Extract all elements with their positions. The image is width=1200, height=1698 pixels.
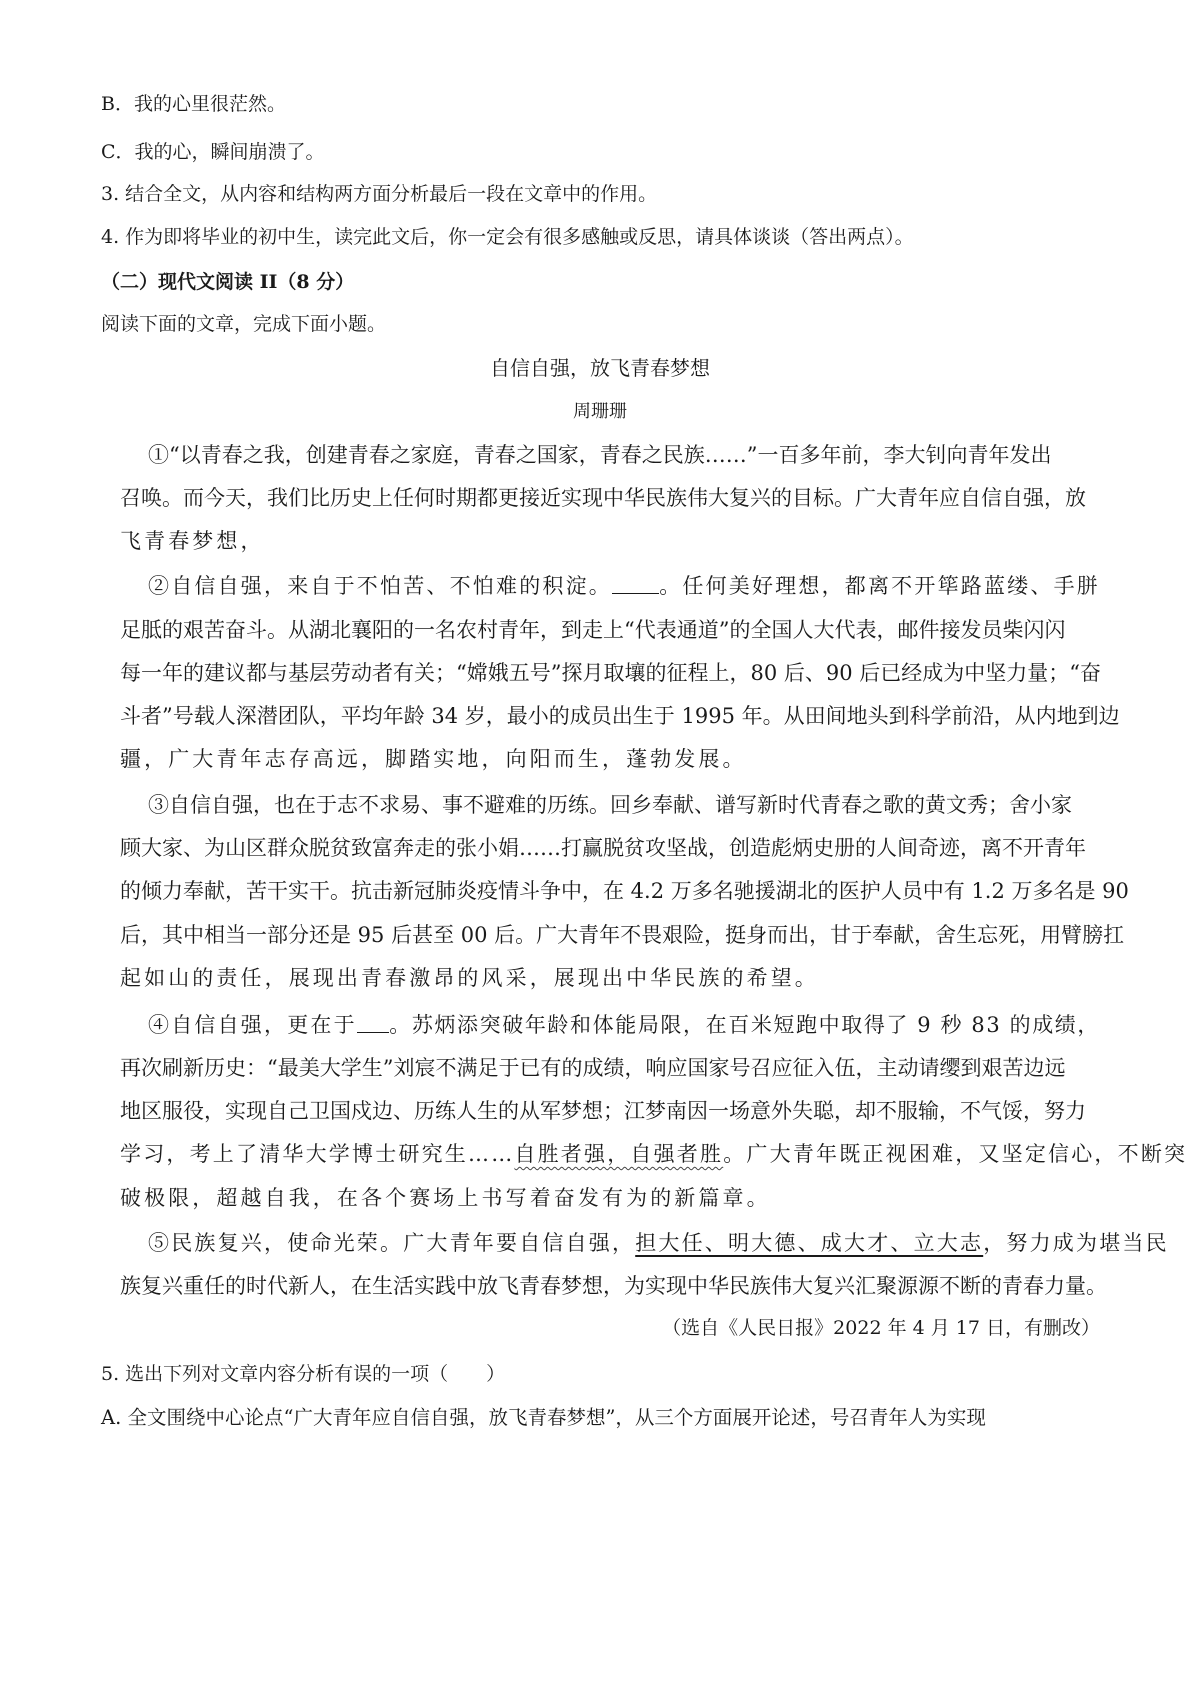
p4-line-5 (120, 1183, 1100, 1213)
p3-text-2: 顾大家、为山区群众脱贫致富奔走的张小娟……打赢脱贫攻坚战，创造彪炳史册的人间奇迹，离不开青年 (120, 836, 1086, 860)
p3-text-3: 的倾力奉献，苦干实干。抗击新冠肺炎疫情斗争中，在 4.2 万多名驰援湖北的医护人员中有 1.2 万多名是 90 (120, 879, 1129, 903)
section-instruction: 阅读下面的文章，完成下面小题。 (101, 313, 387, 335)
p2-text-4: 斗者”号载人深潜团队，平均年龄 34 岁，最小的成员出生于 1995 年。从田间地头到科学前沿，从内地到边 (120, 704, 1120, 728)
p1-line-1 (148, 440, 1100, 470)
p4-text-4a: 学习，考上了清华大学博士研究生…… (120, 1142, 515, 1166)
p3-line-4 (120, 920, 1125, 950)
answer-blank-2[interactable] (357, 1010, 389, 1033)
question-4: 4. 作为即将毕业的初中生，读完此文后，你一定会有很多感触或反思，请具体谈谈（答出两点）。 (101, 226, 914, 248)
p3-line-5 (120, 963, 1100, 993)
p1-line-2 (120, 483, 1100, 513)
p4-text-3: 地区服役，实现自己卫国戍边、历练人生的从军梦想；江梦南因一场意外失聪，却不服输，不气馁，努力 (120, 1099, 1086, 1123)
p2-line-4 (120, 701, 1120, 731)
p2-text-2: 足胝的艰苦奋斗。从湖北襄阳的一名农村青年，到走上“代表通道”的全国人大代表，邮件接发员柴闪闪 (120, 618, 1066, 642)
p4-line-2 (120, 1053, 1100, 1083)
article-author: 周珊珊 (573, 401, 627, 422)
p3-text-5: 起如山的责任，展现出青春激昂的风采，展现出中华民族的希望。 (120, 966, 819, 990)
underlined-phrase: 担大任、明大德、成大才、立大志 (635, 1231, 984, 1255)
p1-text-1: ①“以青春之我，创建青春之家庭，青春之国家，青春之民族……”一百多年前，李大钊向青年发出 (148, 443, 1052, 467)
p5-text-2: 族复兴重任的时代新人，在生活实践中放飞青春梦想，为实现中华民族伟大复兴汇聚源源不断的青春力量。 (120, 1274, 1107, 1298)
question-3: 3. 结合全文，从内容和结构两方面分析最后一段在文章中的作用。 (101, 183, 658, 205)
p3-line-2 (120, 833, 1100, 863)
option-c: C．我的心，瞬间崩溃了。 (101, 141, 325, 163)
p3-text-1: ③自信自强，也在于志不求易、事不避难的历练。回乡奉献、谱写新时代青春之歌的黄文秀；舍小家 (148, 793, 1072, 817)
p4-text-4b: 。广大青年既正视困难，又坚定信心，不断突 (723, 1142, 1188, 1166)
article-source: （选自《人民日报》2022 年 4 月 17 日，有删改） (662, 1317, 1100, 1339)
p2-line-5 (120, 744, 1100, 774)
p5-line-1 (148, 1228, 1169, 1258)
p4-line-4 (120, 1139, 1188, 1169)
p1-text-3: 飞青春梦想， (120, 529, 265, 553)
p3-line-1 (148, 790, 1100, 820)
p2-text-5: 疆，广大青年志存高远，脚踏实地，向阳而生，蓬勃发展。 (120, 747, 747, 771)
p5-text-1b: ，努力成为堪当民 (983, 1231, 1169, 1255)
p1-line-3 (120, 526, 1100, 556)
p4-text-5: 破极限，超越自我，在各个赛场上书写着奋发有为的新篇章。 (120, 1186, 771, 1210)
p5-text-1a: ⑤民族复兴，使命光荣。广大青年要自信自强， (148, 1231, 636, 1255)
p4-text-2: 再次刷新历史：“最美大学生”刘宸不满足于已有的成绩，响应国家号召应征入伍，主动请缨到艰苦边远 (120, 1056, 1066, 1080)
option-b: B．我的心里很茫然。 (101, 93, 286, 115)
p2-line-1 (148, 571, 1100, 601)
p3-text-4: 后，其中相当一部分还是 95 后甚至 00 后。广大青年不畏艰险，挺身而出，甘于奉献，舍生忘死，用臂膀扛 (120, 923, 1125, 947)
p4-line-3 (120, 1096, 1100, 1126)
article-title: 自信自强，放飞青春梦想 (490, 356, 710, 380)
p2-line-3 (120, 658, 1100, 688)
question-5-stem: 5. 选出下列对文章内容分析有误的一项（ ） (101, 1363, 506, 1385)
p2-text-3: 每一年的建议都与基层劳动者有关；“嫦娥五号”探月取壤的征程上，80 后、90 后已经成为中坚力量；“奋 (120, 661, 1101, 685)
p4-text-1b: 。苏炳添突破年龄和体能局限，在百米短跑中取得了 9 秒 83 的成绩， (389, 1013, 1100, 1037)
p4-text-1a: ④自信自强，更在于 (148, 1013, 357, 1037)
p3-line-3 (120, 876, 1129, 906)
p2-text-1b: 。任何美好理想，都离不开筚路蓝缕、手胼 (659, 574, 1100, 598)
p4-line-1 (148, 1010, 1100, 1040)
answer-blank-1[interactable] (612, 571, 659, 594)
section-heading: （二）现代文阅读 II（8 分） (101, 271, 355, 293)
p1-text-2: 召唤。而今天，我们比历史上任何时期都更接近实现中华民族伟大复兴的目标。广大青年应自信自强，放 (120, 486, 1086, 510)
p5-line-2 (120, 1271, 1107, 1301)
question-5-option-a: A. 全文围绕中心论点“广大青年应自信自强，放飞青春梦想”，从三个方面展开论述，号召青年人为实现 (101, 1406, 986, 1429)
wavy-underlined-phrase: 自胜者强，自强者胜 (514, 1142, 724, 1166)
p2-text-1a: ②自信自强，来自于不怕苦、不怕难的积淀。 (148, 574, 612, 598)
p2-line-2 (120, 615, 1100, 645)
